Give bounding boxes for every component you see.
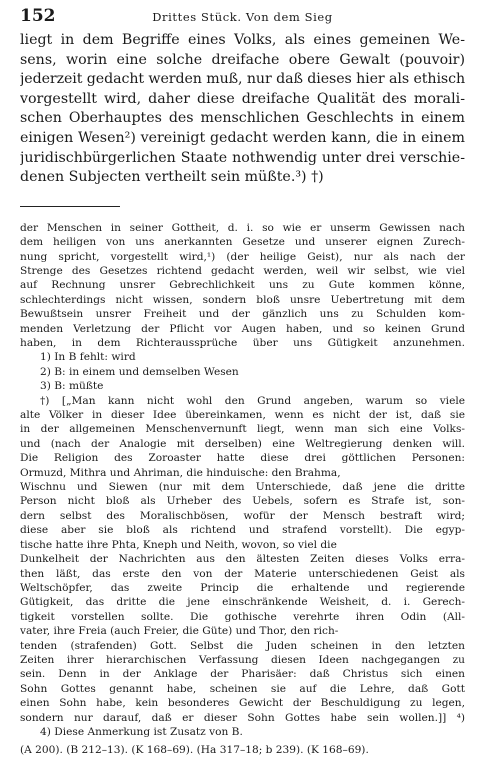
main-text-line: jederzeit gedacht werden muß, nur daß dieses hier als ethisch: [20, 71, 465, 88]
footnote-line: in der allgemeinen Menschenvernunft liegt, wenn man sich eine Volks-: [20, 423, 465, 436]
footnote-line: schlechterdings nicht wissen, sondern bloß unsre Uebertretung mit dem: [20, 293, 465, 306]
footnote-line: Weltschöpfer, das zweite Princip die erhaltende und regierende: [20, 581, 465, 594]
footnote-line: Dunkelheit der Nachrichten aus den ältesten Zeiten dieses Volks erra-: [20, 553, 465, 566]
running-title: Drittes Stück. Von dem Sieg: [152, 10, 333, 24]
footnote-line: 3) B: müßte: [40, 380, 104, 393]
footnote-line: diese aber sie bloß als richtend und strafend vorstellt). Die egyp-: [20, 524, 465, 537]
footnote-line: der Menschen in seiner Gottheit, d. i. so wie er unserm Gewissen nach: [20, 221, 465, 234]
footnotes: [20, 221, 465, 740]
footnote-line: †) [„Man kann nicht wohl den Grund angeben, warum so viele: [40, 394, 465, 407]
footnote-line: dern selbst des Moralischbösen, wofür der Mensch bestraft wird;: [20, 509, 465, 522]
main-text: [20, 31, 465, 188]
main-text-line: vorgestellt wird, daher diese dreifache Qualität des morali-: [20, 90, 465, 107]
main-text-line: schen Oberhauptes des menschlichen Geschlechts in einem: [20, 110, 465, 127]
footnote-line: then läßt, das erste den von der Materie unterschiedenen Geist als: [20, 567, 465, 580]
footnote-line: dem heiligen von uns anerkannten Gesetze und unserer eignen Zurech-: [20, 236, 465, 249]
edition-references: (A 200). (B 212–13). (K 168–69). (Ha 317–18; b 239). (K 168–69).: [20, 744, 369, 757]
footnote-line: Person nicht bloß als Urheber des Uebels, sofern es Strafe ist, son-: [20, 495, 465, 508]
main-text-line: liegt in dem Begriffe eines Volks, als eines gemeinen We-: [20, 32, 465, 48]
footnote-line: 1) In B fehlt: wird: [40, 351, 136, 364]
main-text-line: sens, worin eine solche dreifache obere Gewalt (pouvoir): [20, 51, 465, 68]
main-text-line: denen Subjecten vertheilt sein müßte.³) †): [20, 169, 324, 186]
footnote-line: Ormuzd, Mithra und Ahriman, die hinduische: den Brahma,: [20, 466, 341, 479]
footnote-line: tenden (strafenden) Gott. Selbst die Juden scheinen in den letzten: [20, 639, 465, 652]
footnote-line: vater, ihre Freia (auch Freier, die Güte) und Thor, den rich-: [20, 625, 339, 638]
footnote-line: 2) B: in einem und demselben Wesen: [40, 365, 239, 378]
footnote-line: Bewußtsein unsrer Freiheit und der gänzlich uns zu Schulden kom-: [20, 308, 465, 321]
footnote-line: alte Völker in dieser Idee übereinkamen, wenn es nicht der ist, daß sie: [20, 409, 465, 422]
running-head: [20, 6, 465, 28]
footnote-line: einen Sohn habe, kein besonderes Gewicht der Beschuldigung zu legen,: [20, 697, 465, 710]
footnote-line: Wischnu und Siewen (nur mit dem Unterschiede, daß jene die dritte: [20, 481, 465, 494]
footnote-line: haben, in dem Richteraussprüche über uns Gütigkeit anzunehmen.: [20, 337, 465, 349]
footnote-line: Sohn Gottes genannt habe, scheinen sie auf die Lehre, daß Gott: [20, 682, 465, 695]
footnote-line: Strenge des Gesetzes richtend gedacht werden, weil wir selbst, wie viel: [20, 264, 465, 277]
footnote-line: Zeiten ihrer hierarchischen Verfassung diesen Ideen nachgegangen zu: [20, 653, 465, 666]
main-text-line: einigen Wesen²) vereinigt gedacht werden kann, die in einem: [20, 129, 465, 146]
footnote-line: tische hatte ihre Phta, Kneph und Neith, wovon, so viel die: [20, 538, 337, 551]
footnote-line: 4) Diese Anmerkung ist Zusatz von B.: [40, 725, 243, 738]
footnote-line: auf Rechnung unsrer Gebrechlichkeit uns zu Gute kommen könne,: [20, 279, 465, 292]
main-text-line: juridischbürgerlichen Staate nothwendig unter drei verschie-: [20, 149, 465, 166]
footnote-line: Die Religion des Zoroaster hatte diese drei göttlichen Personen:: [20, 452, 465, 465]
footnote-line: menden Verletzung der Pflicht vor Augen haben, und so keinen Grund: [20, 322, 465, 335]
footnote-line: und (nach der Analogie mit derselben) eine Weltregierung denken will.: [20, 437, 465, 450]
footnote-line: nung spricht, vorgestellt wird,¹) (der heilige Geist), nur als nach der: [20, 250, 465, 263]
footnote-separator: [20, 206, 120, 207]
footnote-line: sondern nur darauf, daß er dieser Sohn Gottes habe sein wollen.]] ⁴): [20, 711, 465, 724]
footnote-line: sein. Denn in der Anklage der Pharisäer: daß Christus sich einen: [20, 668, 465, 681]
footnote-line: tigkeit vorstellen sollte. Die gothische verehrte ihren Odin (All-: [20, 610, 465, 623]
footnote-line: Gütigkeit, das dritte die jene einschränkende Weisheit, d. i. Gerech-: [20, 596, 465, 609]
page-number: 152: [20, 6, 56, 26]
